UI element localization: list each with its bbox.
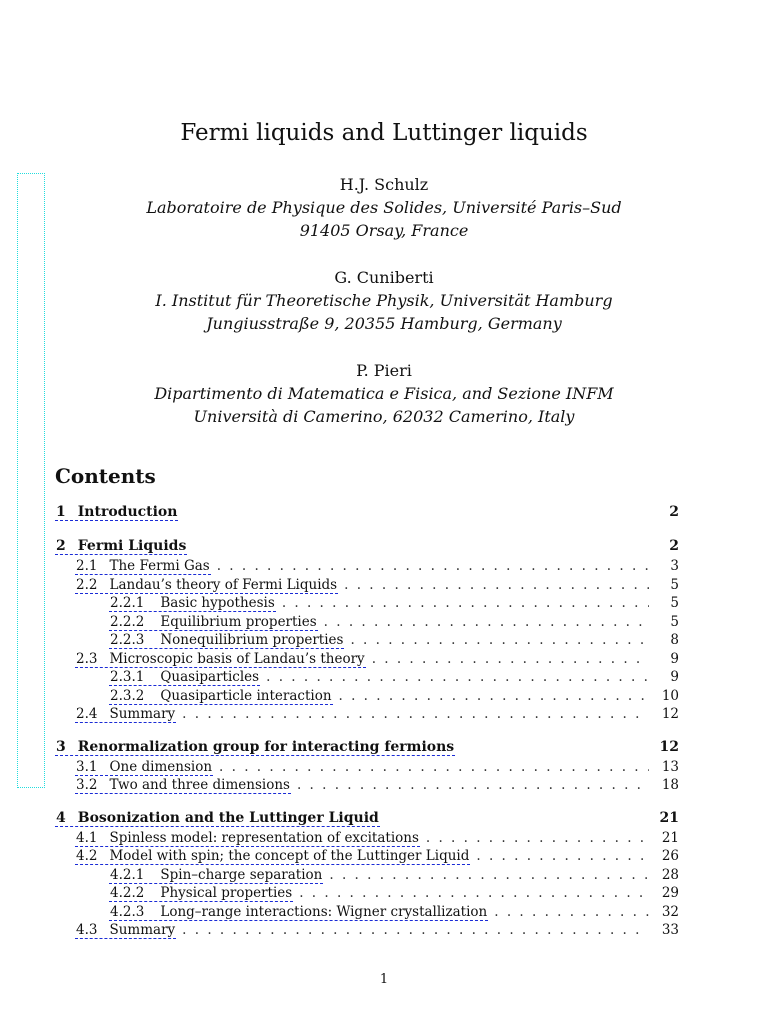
toc-entry-number: 2.1: [76, 558, 98, 574]
toc-page-number: 2: [669, 538, 679, 554]
toc-entry-title: Summary: [109, 922, 176, 938]
toc-page-number: 10: [661, 687, 679, 704]
toc-page-number: 32: [661, 903, 679, 920]
toc-page-number: 3: [670, 558, 679, 574]
toc-entry-title: Fermi Liquids: [77, 538, 187, 554]
toc-page-number: 26: [661, 848, 679, 864]
toc-entry-title: Bosonization and the Luttinger Liquid: [77, 809, 379, 826]
toc-leader-dots: [219, 759, 649, 775]
toc-entry-title: Physical properties: [160, 885, 293, 901]
toc-entry-title: Long–range interactions: Wigner crystallization: [160, 903, 488, 920]
toc-entry: [55, 632, 679, 651]
toc-entry-title: Equilibrium properties: [160, 613, 317, 630]
toc-entry-title: Summary: [109, 706, 176, 722]
toc-entry: [55, 706, 679, 725]
toc-entry-number: 2.2.1: [110, 595, 145, 611]
link-highlight-box[interactable]: [17, 173, 45, 788]
toc-leader-dots: [372, 651, 649, 667]
contents-heading: Contents: [55, 464, 156, 488]
toc-link[interactable]: [55, 810, 380, 827]
toc-page-number: 5: [670, 613, 679, 630]
toc-link[interactable]: [75, 651, 366, 668]
toc-page-number: 12: [661, 706, 679, 722]
page-number: 1: [379, 972, 389, 987]
toc-link[interactable]: [75, 777, 291, 794]
toc-entry: [55, 595, 679, 614]
toc-leader-dots: [476, 848, 649, 864]
toc-entry-number: 3: [56, 738, 66, 755]
toc-entry-title: Landau’s theory of Fermi Liquids: [109, 576, 338, 593]
toc-entry-title: Model with spin; the concept of the Luttinger Liquid: [109, 848, 470, 864]
author-name: G. Cuniberti: [334, 268, 434, 287]
toc-entry: [55, 651, 679, 670]
toc-entry-number: 4.2.1: [110, 866, 145, 883]
toc-leader-dots: [266, 669, 649, 685]
toc-link[interactable]: [75, 922, 176, 939]
toc-leader-dots: [350, 632, 649, 648]
toc-entry-number: 1: [56, 504, 66, 520]
toc-page-number: 2: [669, 504, 679, 520]
toc-entry-number: 4.2.2: [110, 885, 145, 901]
toc-page-number: 5: [670, 595, 679, 611]
toc-leader-dots: [297, 777, 649, 793]
toc-entry-number: 4.1: [76, 829, 98, 846]
toc-link[interactable]: [55, 504, 178, 521]
toc-link[interactable]: [75, 558, 211, 575]
toc-page-number: 29: [661, 885, 679, 901]
author-affiliation: Laboratoire de Physique des Solides, Université Paris–Sud: [146, 198, 622, 217]
toc-entry: [55, 504, 679, 524]
toc-entry: [55, 759, 679, 778]
toc-link[interactable]: [55, 739, 455, 756]
toc-link[interactable]: [109, 867, 323, 884]
toc-entry: [55, 922, 679, 941]
author-name: P. Pieri: [356, 361, 412, 380]
toc-link[interactable]: [109, 595, 276, 612]
toc-link[interactable]: [109, 904, 488, 921]
toc-entry-number: 4.3: [76, 922, 98, 938]
toc-page-number: 28: [661, 866, 679, 883]
toc-entry-number: 2.2.2: [110, 613, 145, 630]
paper-title: Fermi liquids and Luttinger liquids: [180, 120, 588, 146]
toc-entry-title: Spinless model: representation of excitations: [109, 829, 419, 846]
toc-page-number: 9: [670, 650, 679, 667]
toc-entry-number: 2.3: [76, 650, 98, 667]
toc-page-number: 12: [659, 738, 679, 755]
toc-entry: [55, 885, 679, 904]
toc-entry-title: Quasiparticle interaction: [160, 687, 332, 704]
toc-page-number: 21: [661, 829, 679, 846]
toc-entry-title: Nonequilibrium properties: [160, 632, 344, 648]
toc-entry: [55, 867, 679, 886]
toc-leader-dots: [426, 830, 649, 846]
toc-entry: [55, 669, 679, 688]
toc-page-number: 18: [661, 777, 679, 793]
author-block-2: [0, 266, 768, 335]
toc-page-number: 8: [670, 632, 679, 648]
toc-entry: [55, 538, 679, 558]
toc-leader-dots: [182, 922, 649, 938]
author-affiliation: Dipartimento di Matematica e Fisica, and Sezione INFM: [154, 384, 614, 403]
toc-entry-title: The Fermi Gas: [109, 558, 210, 574]
toc-entry-number: 4.2: [76, 848, 98, 864]
toc-leader-dots: [299, 885, 649, 901]
toc-leader-dots: [339, 688, 649, 704]
toc-leader-dots: [344, 577, 649, 593]
toc-entry: [55, 777, 679, 796]
toc-entry-number: 3.2: [76, 777, 98, 793]
toc-link[interactable]: [75, 706, 176, 723]
author-address: 91405 Orsay, France: [299, 221, 469, 240]
toc-entry: [55, 577, 679, 596]
toc-link[interactable]: [75, 577, 338, 594]
table-of-contents: [55, 504, 679, 941]
toc-page-number: 33: [661, 922, 679, 938]
toc-link[interactable]: [109, 885, 293, 902]
toc-entry-title: Renormalization group for interacting fermions: [77, 738, 455, 755]
toc-entry-title: Basic hypothesis: [160, 595, 275, 611]
author-name: H.J. Schulz: [339, 175, 429, 194]
toc-link[interactable]: [75, 830, 420, 847]
toc-entry: [55, 558, 679, 577]
toc-entry-title: Microscopic basis of Landau’s theory: [109, 650, 365, 667]
toc-entry-number: 3.1: [76, 758, 98, 775]
toc-page-number: 9: [670, 669, 679, 685]
toc-entry: [55, 904, 679, 923]
toc-leader-dots: [282, 595, 649, 611]
toc-entry-title: Spin–charge separation: [160, 866, 323, 883]
toc-entry: [55, 848, 679, 867]
toc-entry-title: Two and three dimensions: [109, 777, 290, 793]
toc-link[interactable]: [75, 848, 470, 865]
toc-entry-number: 2: [56, 538, 66, 554]
toc-leader-dots: [217, 558, 649, 574]
toc-page-number: 5: [670, 576, 679, 593]
toc-entry-title: One dimension: [109, 758, 213, 775]
author-address: Jungiusstraße 9, 20355 Hamburg, Germany: [206, 314, 562, 333]
toc-entry-number: 2.2: [76, 576, 98, 593]
toc-link[interactable]: [109, 632, 344, 649]
toc-entry-number: 2.3.1: [110, 669, 145, 685]
toc-entry-number: 2.2.3: [110, 632, 145, 648]
toc-entry-number: 4: [56, 809, 66, 826]
toc-entry: [55, 810, 679, 830]
toc-entry: [55, 688, 679, 707]
toc-leader-dots: [182, 706, 649, 722]
toc-entry: [55, 614, 679, 633]
toc-leader-dots: [324, 614, 649, 630]
toc-link[interactable]: [55, 538, 187, 555]
toc-leader-dots: [494, 904, 649, 920]
toc-page-number: 13: [661, 758, 679, 775]
author-address: Università di Camerino, 62032 Camerino, Italy: [193, 407, 575, 426]
toc-entry: [55, 830, 679, 849]
toc-entry-title: Quasiparticles: [160, 669, 260, 685]
toc-entry-title: Introduction: [77, 504, 178, 520]
author-block-3: [0, 359, 768, 428]
author-block-1: [0, 173, 768, 242]
toc-link[interactable]: [109, 688, 333, 705]
author-affiliation: I. Institut für Theoretische Physik, Universität Hamburg: [155, 291, 613, 310]
toc-entry: [55, 739, 679, 759]
toc-entry-number: 4.2.3: [110, 903, 145, 920]
toc-page-number: 21: [659, 809, 679, 826]
toc-link[interactable]: [109, 614, 318, 631]
toc-leader-dots: [329, 867, 649, 883]
toc-entry-number: 2.4: [76, 706, 98, 722]
toc-link[interactable]: [109, 669, 260, 686]
toc-entry-number: 2.3.2: [110, 687, 145, 704]
toc-link[interactable]: [75, 759, 213, 776]
